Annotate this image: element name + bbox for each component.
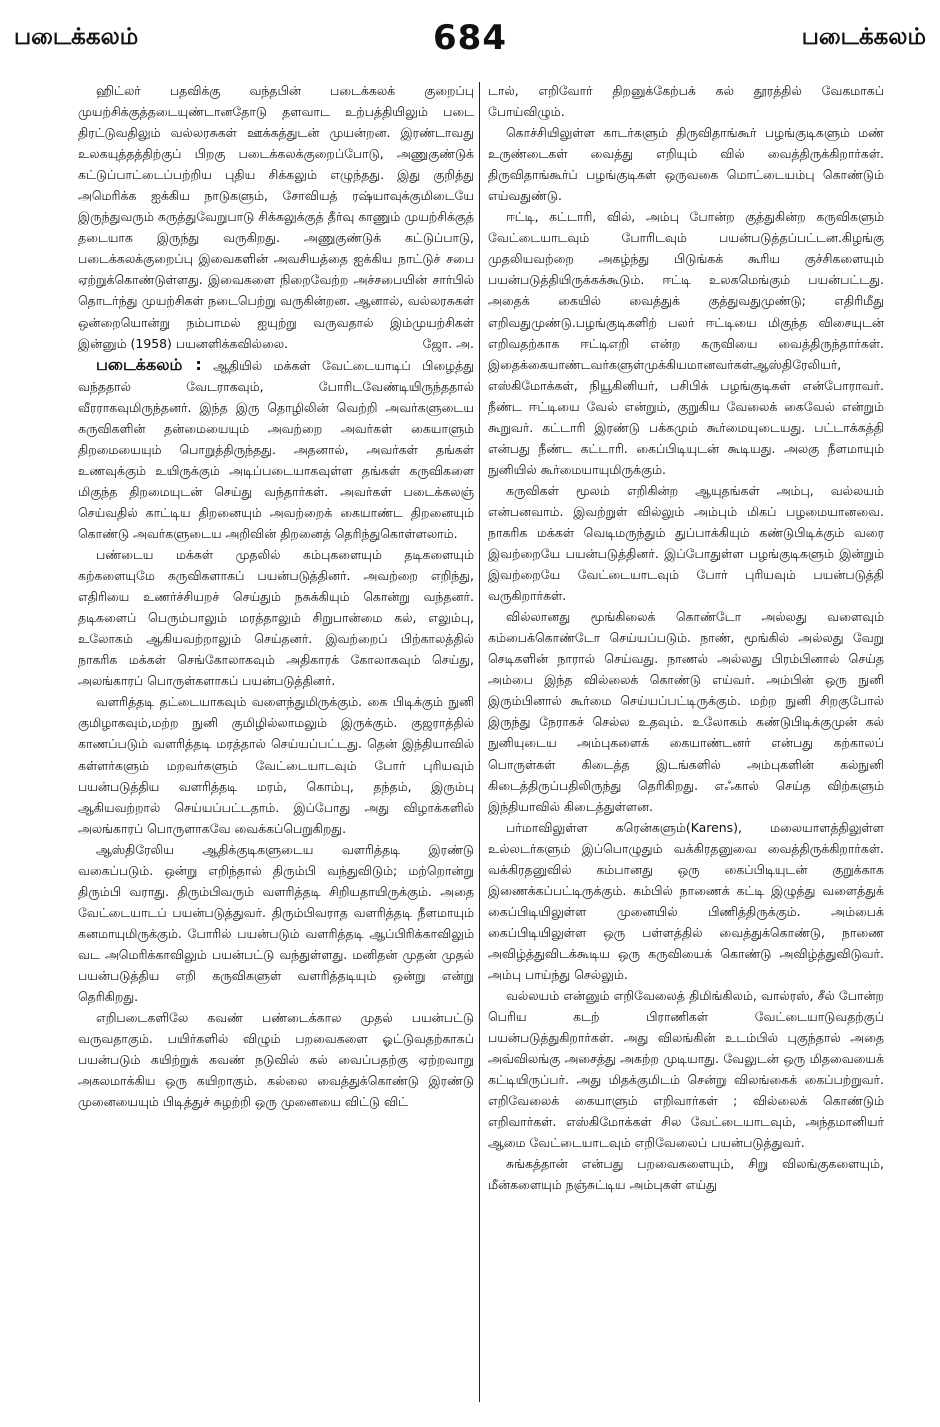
column-divider [479, 82, 480, 1402]
paragraph: ஈட்டி, கட்டாரி, வில், அம்பு போன்ற குத்துகின்ற கருவிகளும் வேட்டையாடவும் போரிடவும் பயன்படுத்தப்பட்டன.கிழங்கு முதலியவற்றை அகழ்ந்து பிடுங்கக் கூரிய குச்சிகளையும் பயன்படுத்தியிருக்கக்கூடும். ஈட்டி உலகமெங்கும் பயன்பட்டது. அதைக் கையில் வைத்துக் குத்துவதுமுண்டு; எதிரிமீது எறிவதுமுண்டு.பழங்குடிகளிற் பலர் ஈட்டியை மிகுந்த விசையுடன் எறிவதற்காக ஈட்டிஎறி என்ற கருவியை வைத்திருந்தார்கள். இதைக்கையாண்டவர்களுள்முக்கியமானவர்கள்ஆஸ்திரேலியர், எஸ்கிமோக்கள், நியூகினியர், பசிபிக் பழங்குடிகள் என்போராவர். நீண்ட ஈட்டியை வேல் என்றும், குறுகிய வேலைக் கைவேல் என்றும் கூறுவர். கட்டாரி இரண்டு பக்கமும் கூர்மையுடையது. பட்டாக்கத்தி என்பது நீண்ட கட்டாரி. கைப்பிடியுடன் கூடியது. அலகு நீளமாயும் நுனியில் கூர்மையாயுமிருக்கும். [488, 209, 884, 477]
paragraph: கருவிகள் மூலம் எறிகின்ற ஆயுதங்கள் அம்பு, வல்லயம் என்பனவாம். இவற்றுள் வில்லும் அம்பும் மிகப் பழமையானவை. நாகரிக மக்கள் வெடிமருந்தும் துப்பாக்கியும் கண்டுபிடிக்கும் வரை இவற்றையே பயன்படுத்தினர். இப்போதுள்ள பழங்குடிகளும் இன்றும் இவற்றையே வேட்டையாடவும் போர் புரியவும் பயன்படுத்தி வருகிறார்கள். [488, 482, 884, 604]
paragraph-text: ஹிட்லர் பதவிக்கு வந்தபின் படைக்கலக் குறைப்பு முயற்சிக்குத்தடையுண்டானதோடு தளவாட உற்பத்தியிலும் படை திரட்டுவதிலும் வல்லரசுகள் ஊக்கத்துடன் முயன்றன. இரண்டாவது உலகயுத்தத்திற்குப் பிறகு படைக்கலக்குறைப்போடு, அணுகுண்டுக் கட்டுப்பாட்டைப்பற்றிய புதிய சிக்கலும் எழுந்தது. இது குறித்து அமெரிக்க ஐக்கிய நாடுகளும், சோவியத் ரஷ்யாவுக்குமிடையே இருந்துவரும் கருத்துவேறுபாடு சிக்கலுக்குத் தீர்வு காணும் முயற்சிக்குத் தடையாக இருந்து வருகிறது. அணுகுண்டுக் கட்டுப்பாடு, படைக்கலக்குறைப்பு இவைகளின் அவசியத்தை ஐக்கிய நாட்டுச் சபை ஏற்றுக்கொண்டுள்ளது. இவைகளை நிறைவேற்ற அச்சபையின் சார்பில் தொடர்ந்து முயற்சிகள் நடைபெற்று வருகின்றன. ஆனால், வல்லரசுகள் ஒன்றையொன்று நம்பாமல் ஐயுற்று வருவதால் இம்முயற்சிகள் இன்னும் (1958) பயனளிக்கவில்லை. [78, 83, 474, 351]
paragraph: கொச்சியிலுள்ள காடர்களும் திருவிதாங்கூர் பழங்குடிகளும் மண் உருண்டைகள் வைத்து எறியும் வில் வைத்திருக்கிறார்கள். திருவிதாங்கூர்ப் பழங்குடிகள் ஒருவகை மொட்டையம்பு கொண்டும் எய்வதுண்டு. [488, 125, 884, 204]
entry-paragraph [78, 354, 474, 544]
paragraph [78, 80, 474, 354]
paragraph: ஆஸ்திரேலிய ஆதிக்குடிகளுடைய வளரித்தடி இரண்டு வகைப்படும். ஒன்று எறிந்தால் திரும்பி வந்துவிடும்; மற்றொன்று திரும்பி வராது. திரும்பிவரும் வளரித்தடி சிறியதாயிருக்கும். அதை வேட்டையாடப் பயன்படுத்துவர். திரும்பிவராத வளரித்தடி நீளமாயும் கனமாயுமிருக்கும். போரில் பயன்படும் வளரித்தடி ஆப்பிரிக்காவிலும் வட அமெரிக்காவிலும் பயன்பட்டு வந்துள்ளது. மனிதன் முதன் முதல் பயன்படுத்திய எறி கருவிகளுள் வளரித்தடியும் ஒன்று என்று தெரிகிறது. [78, 841, 474, 1005]
header-title-left: படைக்கலம் [14, 24, 139, 50]
paragraph-text: ஆதியில் மக்கள் வேட்டையாடிப் பிழைத்து வந்ததால் வேடராகவும், போரிடவேண்டியிருந்ததால் வீரராகவுமிருந்தனர். இந்த இரு தொழிலின் வெற்றி அவர்களுடைய கருவிகளின் தன்மையையும் அவற்றை அவர்கள் கையாளும் திறமையையும் பொறுத்திருந்தது. அதனால், அவர்கள் தங்கள் உணவுக்கும் உயிருக்கும் அடிப்படையாகவுள்ள தங்கள் கருவிகளை மிகுந்த திறமையுடன் செய்து வந்தார்கள். அவர்கள் படைக்கலஞ் செய்வதில் காட்டிய திறனையும் அவற்றைக் கையாண்ட திறனையும் கொண்டு அவர்களுடைய அறிவின் திறனைத் தெரிந்துகொள்ளலாம். [78, 357, 474, 541]
paragraph: வளரித்தடி தட்டையாகவும் வளைந்துமிருக்கும். கை பிடிக்கும் நுனி குமிழாகவும்,மற்ற நுனி குமிழில்லாமலும் இருக்கும். குஜராத்தில் காணப்படும் வளரித்தடி மரத்தால் செய்யப்பட்டது. தென் இந்தியாவில் கள்ளர்களும் மறவர்களும் வேட்டையாடவும் போர் புரியவும் பயன்படுத்திய வளரித்தடி மரம், கொம்பு, தந்தம், இரும்பு ஆகியவற்றால் செய்யப்பட்டதாம். இப்போது அது விழாக்களில் அலங்காரப் பொருளாகவே வைக்கப்பெறுகிறது. [78, 694, 474, 836]
paragraph: பண்டைய மக்கள் முதலில் கம்புகளையும் தடிகளையும் கற்களையுமே கருவிகளாகப் பயன்படுத்தினர். அவற்றை எறிந்து, எதிரியை உணர்ச்சியறச் செய்தும் நசுக்கியும் கொன்று வந்தனர். தடிகளைப் பெரும்பாலும் மரத்தாலும் சிறுபான்மை கல், எலும்பு, உலோகம் ஆகியவற்றாலும் செய்தனர். இவற்றைப் பிற்காலத்தில் நாகரிக மக்கள் செங்கோலாகவும் அதிகாரக் கோலாகவும் செய்து, அலங்காரப் பொருள்களாகப் பயன்படுத்தினர். [78, 547, 474, 689]
paragraph: பர்மாவிலுள்ள கரென்களும்(Karens), மலையாளத்திலுள்ள உல்லடர்களும் இப்பொழுதும் வக்கிரதனுவை வைத்திருக்கிறார்கள். வக்கிரதனுவில் கம்பானது ஒரு கைப்பிடியுடன் குறுக்காக இணைக்கப்பட்டிருக்கும். கம்பில் நாணைக் கட்டி இழுத்து வளைத்துக் கைப்பிடியிலுள்ள முனையில் பிணித்திருக்கும். அம்பைக் கைப்பிடியிலுள்ள ஒரு பள்ளத்தில் வைத்துக்கொண்டு, நாணை அவிழ்த்துவிடக்கூடிய ஒரு கருவியைக் கொண்டு அவிழ்த்துவிடுவர். அம்பு பாய்ந்து செல்லும். [488, 819, 884, 982]
entry-heading: படைக்கலம் : [96, 354, 202, 374]
paragraph: வில்லானது மூங்கிலைக் கொண்டோ அல்லது வளைவும் கம்பைக்கொண்டோ செய்யப்படும். நாண், மூங்கில் அல்லது வேறு செடிகளின் நாரால் செய்வது. நாணல் அல்லது பிரம்பினால் செய்த அம்பை இந்த வில்லைக் கொண்டு எய்வர். அம்பின் ஒரு நுனி இரும்பினால் கூர்மை செய்யப்பட்டிருக்கும். மற்ற நுனி சிறகுபோல் இருந்து நேராகச் செல்ல உதவும். உலோகம் கண்டுபிடிக்குமுன் கல் நுனியுடைய அம்புகளைக் கையாண்டனர் என்பது கற்காலப் பொருள்கள் கிடைத்த இடங்களில் அம்புகளின் கல்நுனி கிடைத்திருப்பதிலிருந்து தெரிகிறது. எஃகால் செய்த விற்களும் இந்தியாவில் கிடைத்துள்ளன. [488, 609, 884, 814]
paragraph: சுங்கத்தான் என்பது பறவைகளையும், சிறு விலங்குகளையும், மீன்களையும் நஞ்சுட்டிய அம்புகள் எய்து [488, 1156, 884, 1193]
page-number: 684 [433, 18, 507, 58]
right-column [488, 80, 884, 1195]
paragraph: டால், எறிவோர் திறனுக்கேற்பக் கல் தூரத்தில் வேகமாகப் போய்விழும். [488, 83, 884, 120]
paragraph: எறிபடைகளிலே கவண் பண்டைக்கால முதல் பயன்பட்டு வருவதாகும். பயிர்களில் விழும் பறவைகளை ஓட்டுவதற்காகப் பயன்படும் கயிற்றுக் கவண் நடுவில் கல் வைப்பதற்கு ஏற்றவாறு அகலமாக்கிய ஒரு கயிறாகும். கல்லை வைத்துக்கொண்டு இரண்டு முனையையும் பிடித்துச் சுழற்றி ஒரு முனையை விட்டு விட் [78, 1010, 474, 1110]
left-column [78, 80, 474, 1112]
author-signature: ஜோ. அ. [422, 335, 474, 351]
page-header [14, 14, 926, 58]
header-title-right: படைக்கலம் [801, 24, 926, 50]
paragraph: வல்லயம் என்னும் எறிவேலைத் திமிங்கிலம், வால்ரஸ், சீல் போன்ற பெரிய கடற் பிராணிகள் வேட்டையாடுவதற்குப் பயன்படுத்துகிறார்கள். அது விலங்கின் உடம்பில் புகுந்தால் அதை அவ்விலங்கு அசைத்து அகற்ற முடியாது. வேலுடன் ஒரு மிதவையைக் கட்டியிருப்பர். அது மிதக்குமிடம் சென்று விலங்கைக் கைப்பற்றுவர். எறிவேலைக் கையாளும் எறிவார்கள் ; வில்லைக் கொண்டும் எறிவார்கள். எஸ்கிமோக்கள் சில வேட்டையாடவும், அந்தமானியர் ஆமை வேட்டையாடவும் எறிவேலைப் பயன்படுத்துவர். [488, 988, 884, 1151]
